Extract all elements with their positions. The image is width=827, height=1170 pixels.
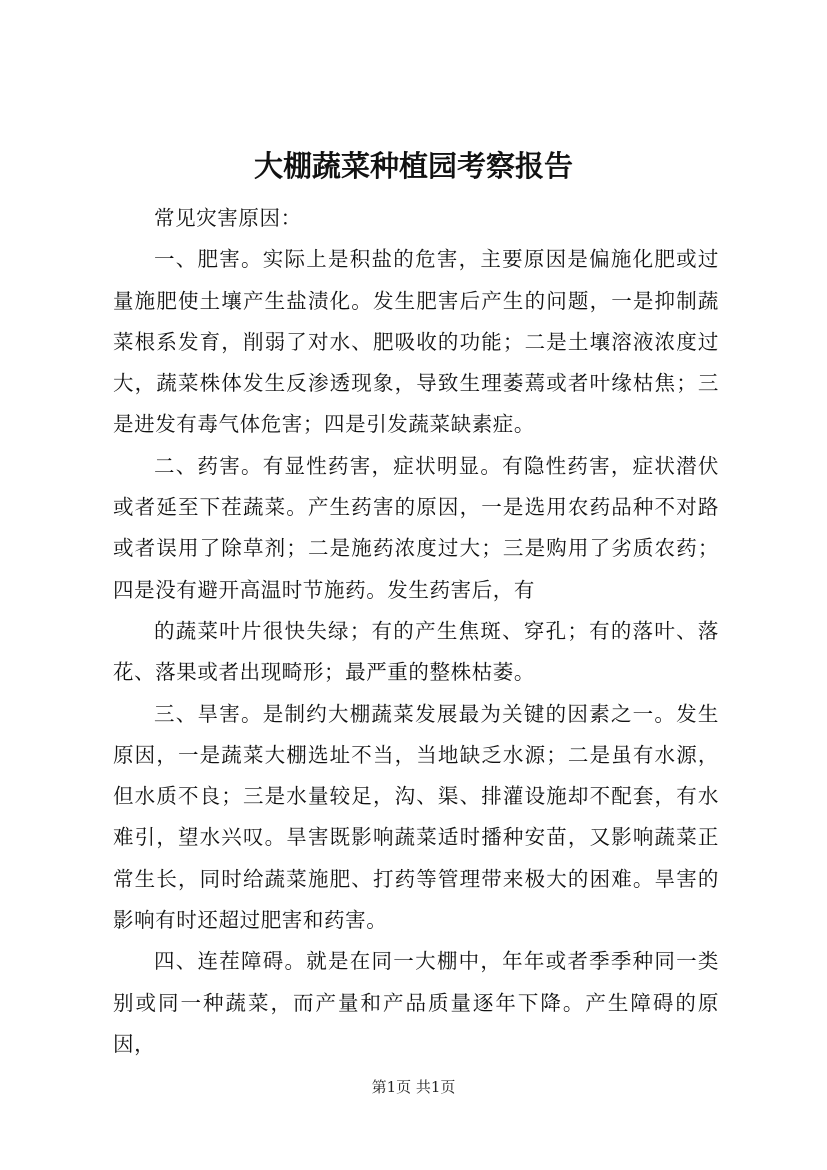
paragraph-pesticide-symptoms: 的蔬菜叶片很快失绿；有的产生焦斑、穿孔；有的落叶、落花、落果或者出现畸形；最严重的整株枯萎。 — [113, 618, 719, 685]
paragraph-drought-damage: 三、旱害。是制约大棚蔬菜发展最为关键的因素之一。发生原因，一是蔬菜大棚选址不当，当地缺乏水源；二是虽有水源，但水质不良；三是水量较足，沟、渠、排灌设施却不配套，有水难引，望水兴叹。旱害既影响蔬菜适时播种安苗，又影响蔬菜正常生长，同时给蔬菜施肥、打药等管理带来极大的困难。旱害的影响有时还超过肥害和药害。 — [113, 701, 719, 933]
paragraph-continuous-cropping: 四、连茬障碍。就是在同一大棚中，年年或者季季种同一类别或同一种蔬菜，而产量和产品质量逐年下降。产生障碍的原因， — [113, 949, 719, 1056]
paragraph-heading-disaster-causes: 常见灾害原因： — [154, 206, 302, 230]
paragraph-pesticide-damage: 二、药害。有显性药害，症状明显。有隐性药害，症状潜伏或者延至下茬蔬菜。产生药害的原因，一是选用农药品种不对路或者误用了除草剂；二是施药浓度过大；三是购用了劣质农药；四是没有避开高温时节施药。发生药害后，有 — [113, 453, 719, 602]
document-title: 大棚蔬菜种植园考察报告 — [253, 149, 573, 183]
page-footer: 第1页 共1页 — [371, 1078, 456, 1096]
document-body — [113, 198, 719, 1065]
paragraph-fertilizer-damage: 一、肥害。实际上是积盐的危害，主要原因是偏施化肥或过量施肥使土壤产生盐渍化。发生肥害后产生的问题，一是抑制蔬菜根系发育，削弱了对水、肥吸收的功能；二是土壤溶液浓度过大，蔬菜株体发生反渗透现象，导致生理萎蔫或者叶缘枯焦；三是进发有毒气体危害；四是引发蔬菜缺素症。 — [113, 247, 719, 437]
